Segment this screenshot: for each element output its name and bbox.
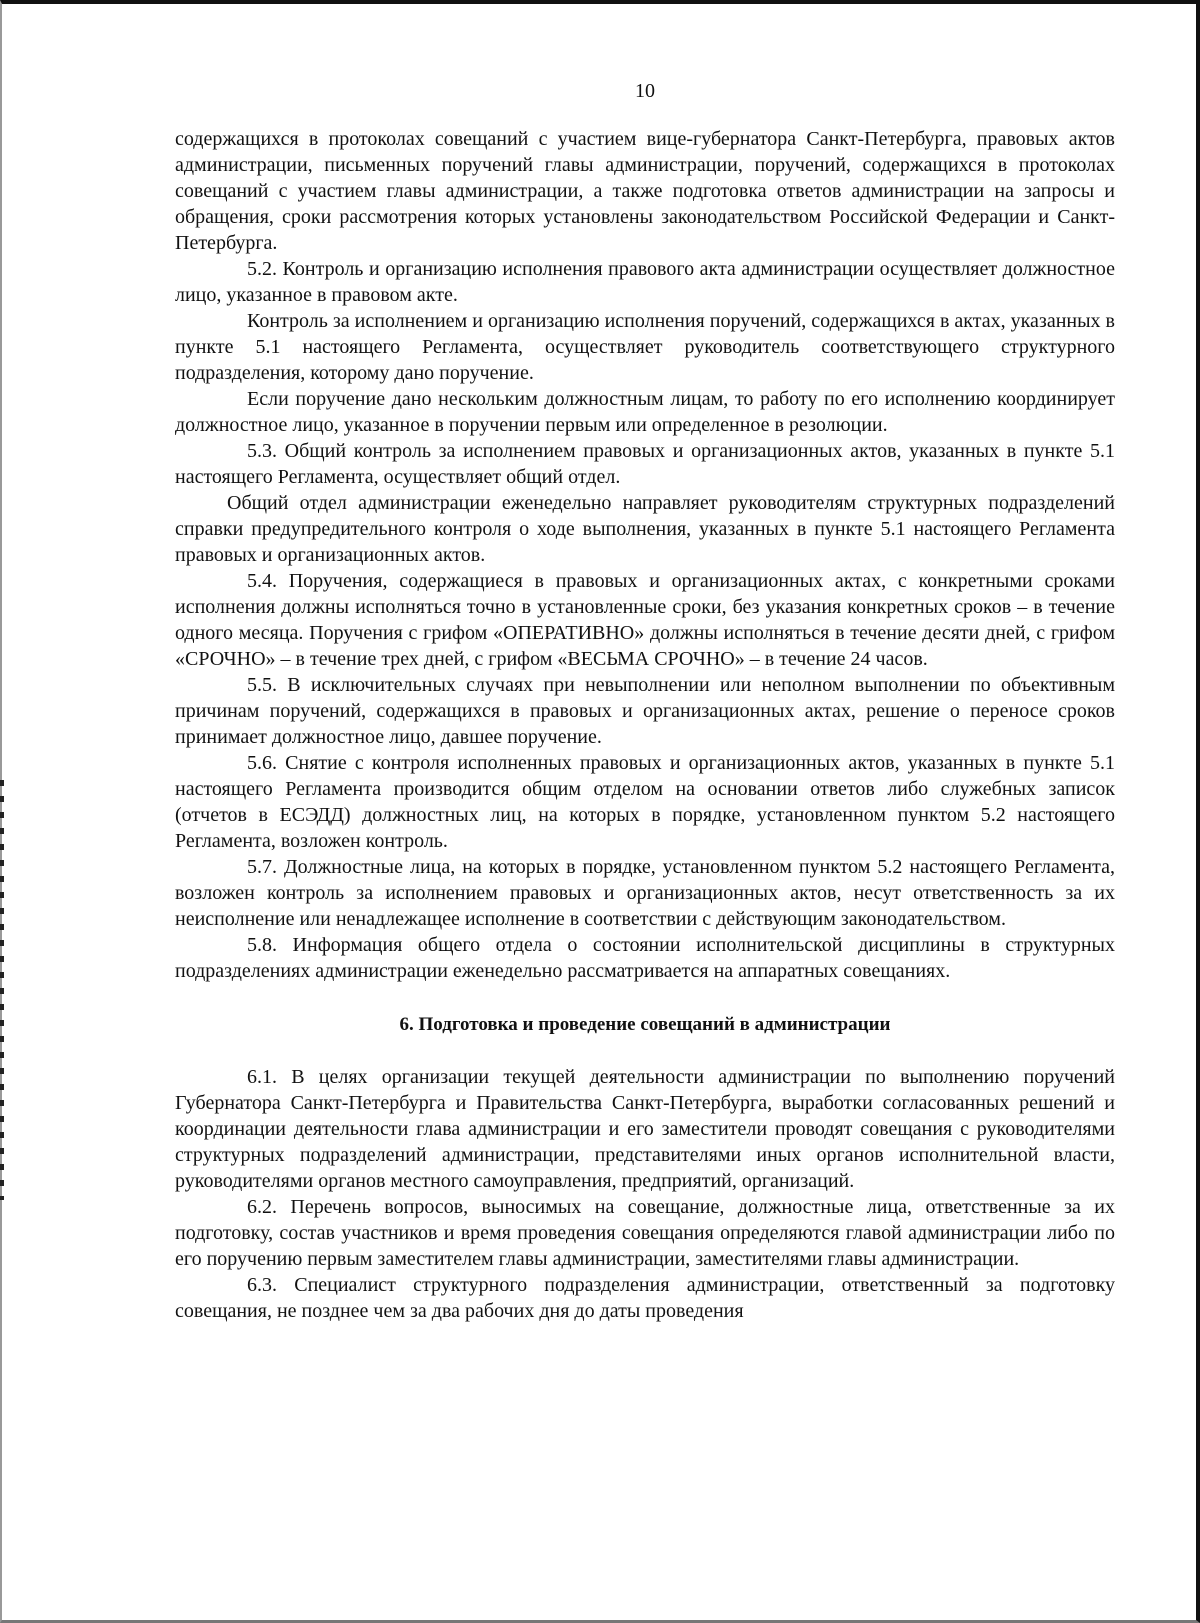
paragraph-5-5: 5.5. В исключительных случаях при невыполнении или неполном выполнении по объективным причинам поручений, содержащихся в правовых и организационных актах, решение о переносе сроков принимает должностное лицо, давшее поручение. <box>175 674 1115 748</box>
paragraph-5-2-control: Контроль за исполнением и организацию исполнения поручений, содержащихся в актах, указанных в пункте 5.1 настоящего Регламента, осуществляет руководитель соответствующего структурного подразделения, которому дано поручение. <box>175 310 1115 384</box>
section-6-heading: 6. Подготовка и проведение совещаний в администрации <box>399 1014 891 1035</box>
paragraph-5-3-weekly: Общий отдел администрации еженедельно направляет руководителям структурных подразделений справки предупредительного контроля о ходе выполнения, указанных в пункте 5.1 настоящего Регламента правовых и организационных актов. <box>175 492 1115 566</box>
paragraph-5-4: 5.4. Поручения, содержащиеся в правовых и организационных актах, с конкретными сроками исполнения должны исполняться точно в установленные сроки, без указания конкретных сроков – в течение одного месяца. Поручения с грифом «ОПЕРАТИВНО» должны исполняться в течение десяти дней, с грифом «СРОЧНО» – в течение трех дней, с грифом «ВЕСЬМА СРОЧНО» – в течение 24 часов. <box>175 570 1115 670</box>
page-number: 10 <box>635 80 655 102</box>
paragraph-5-7: 5.7. Должностные лица, на которых в порядке, установленном пунктом 5.2 настоящего Регламента, возложен контроль за исполнением правовых и организационных актов, несут ответственность за их неисполнение или ненадлежащее исполнение в соответствии с действующим законодательством. <box>175 856 1115 930</box>
paragraph-6-3: 6.3. Специалист структурного подразделения администрации, ответственный за подготовку совещания, не позднее чем за два рабочих дня до даты проведения <box>175 1274 1115 1322</box>
paragraph-5-2-multiple: Если поручение дано нескольким должностным лицам, то работу по его исполнению координирует должностное лицо, указанное в поручении первым или определенное в резолюции. <box>175 388 1115 436</box>
paragraph-5-6: 5.6. Снятие с контроля исполненных правовых и организационных актов, указанных в пункте 5.1 настоящего Регламента производится общим отделом на основании ответов либо служебных записок (отчетов в ЕСЭДД) должностных лиц, на которых в порядке, установленном пунктом 5.2 настоящего Регламента, возложен контроль. <box>175 752 1115 852</box>
paragraph-5-2: 5.2. Контроль и организацию исполнения правового акта администрации осуществляет должностное лицо, указанное в правовом акте. <box>175 258 1115 306</box>
paragraph-5-8: 5.8. Информация общего отдела о состоянии исполнительской дисциплины в структурных подразделениях администрации еженедельно рассматривается на аппаратных совещаниях. <box>175 934 1115 982</box>
paragraph-6-1: 6.1. В целях организации текущей деятельности администрации по выполнению поручений Губернатора Санкт-Петербурга и Правительства Санкт-Петербурга, выработки согласованных решений и координации деятельности глава администрации и его заместители проводят совещания с руководителями структурных подразделений администрации, представителями иных органов исполнительной власти, руководителями органов местного самоуправления, предприятий, организаций. <box>175 1066 1115 1192</box>
scan-edge-marks <box>0 780 4 1200</box>
document-page <box>175 78 1115 1324</box>
paragraph-6-2: 6.2. Перечень вопросов, выносимых на совещание, должностные лица, ответственные за их подготовку, состав участников и время проведения совещания определяются главой администрации либо по его поручению первым заместителем главы администрации, заместителями главы администрации. <box>175 1196 1115 1270</box>
paragraph-5-3: 5.3. Общий контроль за исполнением правовых и организационных актов, указанных в пункте 5.1 настоящего Регламента, осуществляет общий отдел. <box>175 440 1115 488</box>
paragraph-5-1-continuation: содержащихся в протоколах совещаний с участием вице-губернатора Санкт-Петербурга, правовых актов администрации, письменных поручений главы администрации, поручений, содержащихся в протоколах совещаний с участием главы администрации, а также подготовка ответов администрации на запросы и обращения, сроки рассмотрения которых установлены законодательством Российской Федерации и Санкт-Петербурга. <box>175 128 1115 254</box>
